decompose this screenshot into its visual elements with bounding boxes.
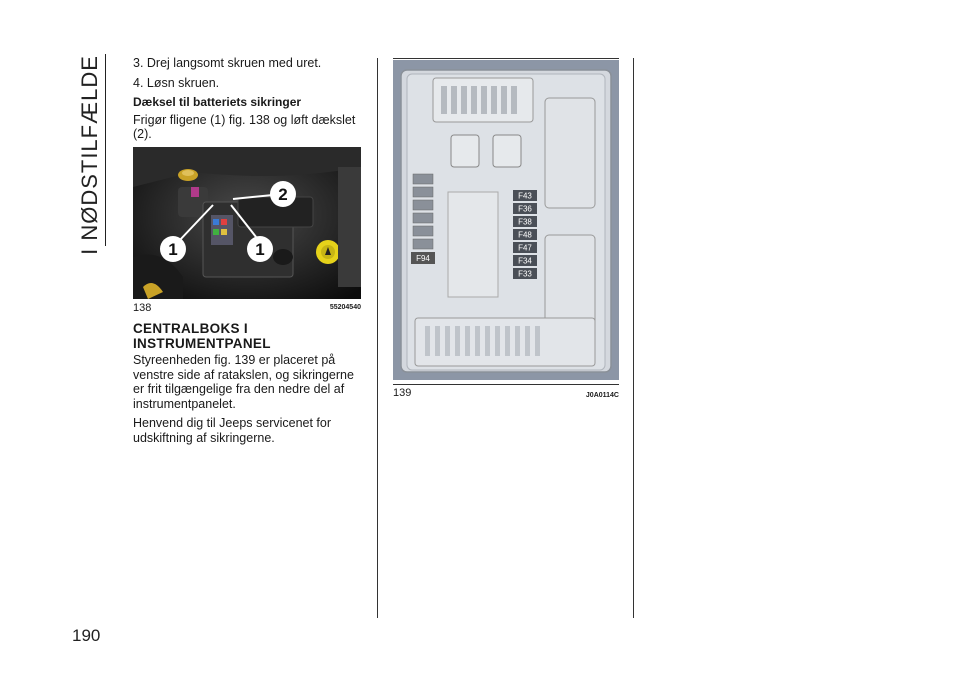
- figure-138-number: 138: [133, 301, 152, 314]
- fuse-label: F38: [518, 217, 532, 227]
- fuse-box-diagram: [393, 60, 619, 380]
- central-box-para1: Styreenheden fig. 139 er placeret på venstre side af ratakslen, og sikringerne er frit tilgængelige fra den nedre del af instrumentpanelet.: [133, 353, 354, 411]
- battery-fuse-subheading: Dæksel til batteriets sikringer: [133, 95, 302, 109]
- figure-139-bottom-rule: [393, 384, 619, 385]
- column-divider-right: [633, 58, 634, 618]
- fuse-label: F36: [518, 204, 532, 214]
- figure-139-top-rule: [393, 58, 619, 59]
- fuse-label: F43: [518, 191, 532, 201]
- column-divider-left: [377, 58, 378, 618]
- figure-138-code: 55204540: [329, 303, 361, 311]
- step-3: 3. Drej langsomt skruen med uret.: [133, 56, 322, 70]
- fuse-label: F48: [518, 230, 532, 240]
- figure-139: [393, 58, 619, 399]
- section-title: I NØDSTILFÆLDE: [77, 55, 102, 255]
- step-4: 4. Løsn skruen.: [133, 75, 220, 90]
- battery-fuse-text: Frigør fligene (1) fig. 138 og løft dækslet (2).: [133, 112, 356, 141]
- figure-138-caption: [133, 301, 361, 316]
- figure-139-caption: [393, 387, 619, 399]
- callout-1a: 1: [168, 239, 178, 259]
- page-number: 190: [72, 626, 101, 645]
- fuse-label-f94: F94: [416, 254, 430, 263]
- figure-139-code: J0A0114C: [585, 392, 619, 399]
- callout-1b: 1: [255, 239, 265, 259]
- engine-bay-illustration: [133, 147, 361, 299]
- fuse-label: F33: [518, 269, 532, 279]
- figure-139-number: 139: [393, 387, 412, 399]
- text-column: [133, 56, 365, 450]
- central-box-para2: Henvend dig til Jeeps servicenet for udskiftning af sikringerne.: [133, 416, 332, 445]
- callout-2: 2: [278, 184, 288, 204]
- fuse-label: F34: [518, 256, 532, 266]
- fuse-label: F47: [518, 243, 532, 253]
- central-box-heading: CENTRALBOKS I INSTRUMENTPANEL: [133, 321, 271, 351]
- section-rule: [105, 54, 106, 246]
- figure-138-photo: [133, 147, 361, 299]
